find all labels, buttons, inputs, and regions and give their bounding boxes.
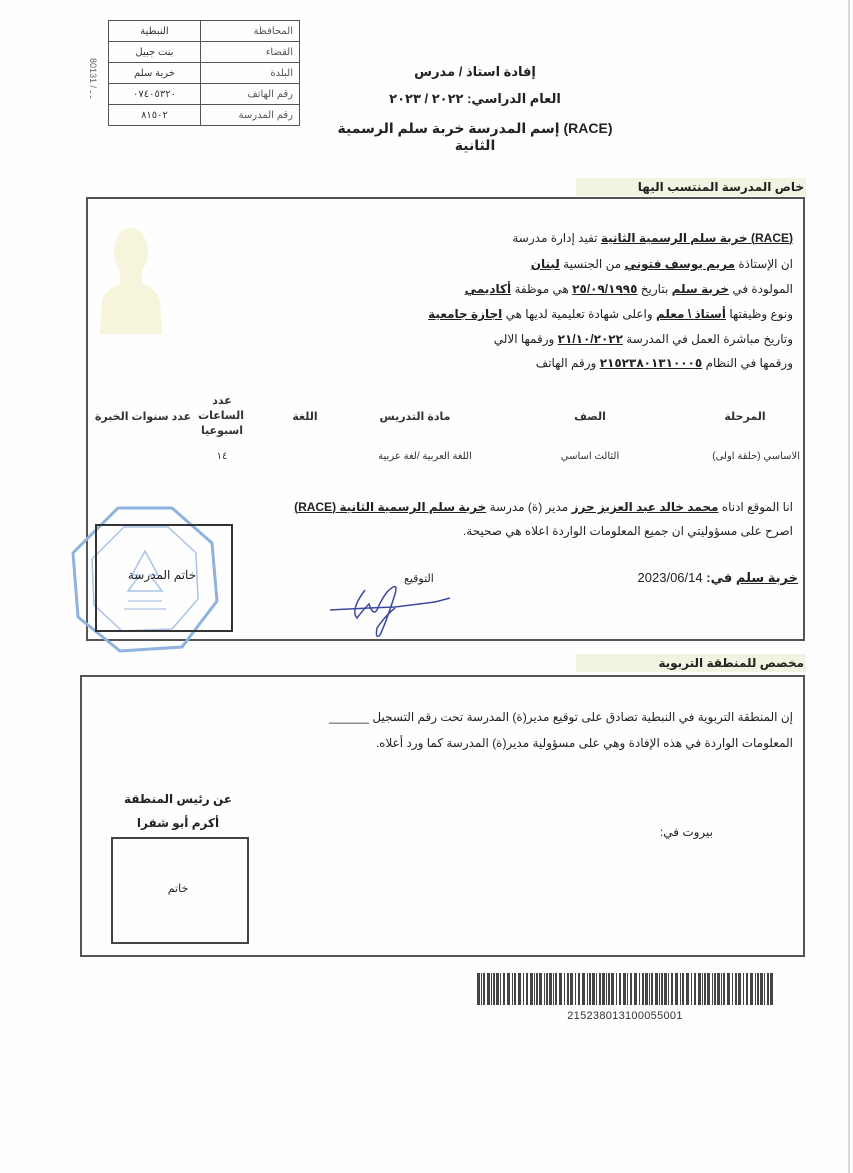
barcode-bar xyxy=(536,973,538,1005)
col-language: اللغة xyxy=(292,411,318,423)
barcode-bar xyxy=(599,973,601,1005)
barcode-bar xyxy=(723,973,725,1005)
barcode-bar xyxy=(559,973,562,1005)
col-stage: المرحلة xyxy=(724,411,766,423)
place: خربة سلم xyxy=(735,570,798,585)
barcode-bar xyxy=(481,973,482,1005)
barcode-bar xyxy=(743,973,744,1005)
text: بتاريخ xyxy=(640,282,669,296)
line-system-number xyxy=(536,356,793,370)
info-label: القضاء xyxy=(201,42,300,63)
barcode-bar xyxy=(606,973,607,1005)
barcode-bar xyxy=(630,973,632,1005)
line-school xyxy=(512,231,793,245)
barcode-bar xyxy=(526,973,528,1005)
info-label: رقم الهاتف xyxy=(201,84,300,105)
photo-placeholder-icon xyxy=(98,222,164,334)
barcode-bar xyxy=(608,973,610,1005)
barcode-bar xyxy=(721,973,722,1005)
barcode-bar xyxy=(659,973,660,1005)
teacher-name: مريم يوسف فتوني xyxy=(624,257,736,271)
barcode-bar xyxy=(539,973,542,1005)
birth-place: خربة سلم xyxy=(671,282,729,296)
barcode-bar xyxy=(582,973,585,1005)
info-row xyxy=(109,42,300,63)
barcode-bar xyxy=(694,973,696,1005)
barcode-bar xyxy=(518,973,521,1005)
barcode-bar xyxy=(735,973,737,1005)
line-birth xyxy=(465,282,793,296)
info-label: البلدة xyxy=(201,63,300,84)
text: المولودة في xyxy=(732,282,793,296)
barcode-bar xyxy=(496,973,499,1005)
info-value: بنت جبيل xyxy=(109,42,201,63)
text: مدير (ة) مدرسة xyxy=(489,500,569,514)
cell-grade: الثالث اساسي xyxy=(560,451,620,462)
job-type: أستاذ \ معلم xyxy=(655,307,726,321)
barcode-bar xyxy=(500,973,501,1005)
system-number: ٢١٥٢٣٨٠١٣١٠٠٠٥ xyxy=(599,356,703,370)
barcode-bar xyxy=(549,973,552,1005)
degree: اجازة جامعية xyxy=(428,307,503,321)
barcode-bar xyxy=(553,973,554,1005)
barcode-bar xyxy=(757,973,759,1005)
barcode-bar xyxy=(578,973,580,1005)
barcode-bar xyxy=(664,973,667,1005)
barcode-bar xyxy=(661,973,663,1005)
barcode-bar xyxy=(727,973,730,1005)
info-value: ٠٧٤٠٥٣٢٠ xyxy=(109,84,201,105)
signature-label: التوقيع xyxy=(404,573,434,585)
barcode-bar xyxy=(738,973,741,1005)
barcode-bar xyxy=(530,973,533,1005)
barcode-bar xyxy=(704,973,706,1005)
birth-date: ٢٥/٠٩/١٩٩٥ xyxy=(572,282,638,296)
info-value: النبطية xyxy=(109,21,201,42)
barcode-bar xyxy=(570,973,573,1005)
text: ورقمها في النظام xyxy=(705,356,793,370)
cell-subject: اللغة العربية /لغة عربية xyxy=(378,451,472,462)
barcode-bar xyxy=(645,973,648,1005)
school-info-table xyxy=(108,20,300,126)
barcode-bar xyxy=(491,973,492,1005)
barcode-bar xyxy=(589,973,591,1005)
page-edge-line xyxy=(848,0,850,1173)
text: ورقمها الالي xyxy=(493,332,555,346)
barcode-bar xyxy=(512,973,513,1005)
section-region-band: مخصص للمنطقة التربوية xyxy=(576,654,806,672)
barcode-bar xyxy=(623,973,626,1005)
barcode-bar xyxy=(619,973,621,1005)
barcode-bar xyxy=(686,973,689,1005)
barcode-bar xyxy=(732,973,733,1005)
place-date xyxy=(638,570,798,586)
nationality: لبنان xyxy=(530,257,560,271)
barcode-bar xyxy=(611,973,614,1005)
barcode-bar xyxy=(702,973,703,1005)
text: واعلى شهادة تعليمية لديها هي xyxy=(505,307,653,321)
document-title: إفادة استاذ / مدرس xyxy=(414,64,536,79)
line-start-date xyxy=(494,332,793,346)
start-date: ٢١/١٠/٢٠٢٢ xyxy=(557,332,623,346)
info-label: رقم المدرسة xyxy=(201,105,300,126)
school-name: خربة سلم الرسمية الثانية (RACE) xyxy=(294,500,487,514)
barcode-bar xyxy=(555,973,557,1005)
text: ان الإستاذة xyxy=(738,257,793,271)
barcode-bar xyxy=(616,973,617,1005)
barcode-bar xyxy=(514,973,516,1005)
region-line-2: المعلومات الواردة في هذه الإفادة وهي على مسؤولية مدير(ة) المدرسة كما ورد أعلاه. xyxy=(375,736,793,750)
barcode-bar xyxy=(746,973,748,1005)
text: تفيد إدارة مدرسة xyxy=(512,231,598,245)
signature-icon xyxy=(325,580,455,640)
barcode-bar xyxy=(691,973,692,1005)
barcode-bar xyxy=(668,973,669,1005)
school-name-heading: (RACE) إسم المدرسة خربة سلم الرسمية الثانية xyxy=(337,120,613,153)
barcode-bar xyxy=(712,973,713,1005)
barcode-bar xyxy=(651,973,653,1005)
school-stamp-label: خاتم المدرسة xyxy=(127,568,197,582)
text: من الجنسية xyxy=(563,257,622,271)
info-value: ٨١٥٠٢ xyxy=(109,105,201,126)
barcode-bar xyxy=(592,973,595,1005)
barcode-bar xyxy=(717,973,720,1005)
declaration-line-1 xyxy=(294,500,793,514)
barcode-bar xyxy=(483,973,485,1005)
school-name: (RACE) خربة سلم الرسمية الثانية xyxy=(600,231,793,245)
barcode-bar xyxy=(767,973,769,1005)
barcode-bar xyxy=(596,973,597,1005)
barcode-bar xyxy=(477,973,480,1005)
declaration-date: 2023/06/14 xyxy=(637,570,703,585)
barcode-bar xyxy=(544,973,545,1005)
text: هي موظفة xyxy=(514,282,569,296)
barcode-bar xyxy=(750,973,753,1005)
barcode-bar xyxy=(770,973,773,1005)
side-reference-code: 80131 / ـ ـ xyxy=(88,58,98,99)
beirut-date-label: بيروت في: xyxy=(659,825,713,839)
text: في: xyxy=(706,570,733,585)
info-label: المحافظة xyxy=(201,21,300,42)
barcode-bar xyxy=(682,973,684,1005)
barcode-bar xyxy=(671,973,673,1005)
barcode-bar xyxy=(698,973,701,1005)
region-head-name: أكرم أبو شقرا xyxy=(136,816,220,830)
barcode-bar xyxy=(567,973,569,1005)
text: انا الموقع ادناه xyxy=(721,500,793,514)
barcode-icon xyxy=(475,973,775,1005)
director-name: محمد خالد عبد العزيز حرز xyxy=(571,500,719,514)
cell-hours: ١٤ xyxy=(216,451,228,462)
barcode-bar xyxy=(707,973,710,1005)
barcode-bar xyxy=(627,973,628,1005)
barcode-bar xyxy=(655,973,658,1005)
section-school-band: خاص المدرسة المنتسب اليها xyxy=(576,178,806,196)
barcode-bar xyxy=(523,973,524,1005)
barcode-bar xyxy=(642,973,644,1005)
info-row xyxy=(109,21,300,42)
barcode-bar xyxy=(675,973,678,1005)
info-row xyxy=(109,63,300,84)
line-teacher xyxy=(531,257,793,271)
barcode-bar xyxy=(564,973,565,1005)
barcode-bar xyxy=(639,973,640,1005)
region-line-1: إن المنطقة التربوية في النبطية تصادق على توقيع مدير(ة) المدرسة تحت رقم التسجيل ______ xyxy=(329,710,793,724)
col-grade: الصف xyxy=(574,411,606,423)
barcode-bar xyxy=(534,973,535,1005)
barcode-bar xyxy=(493,973,495,1005)
line-job xyxy=(428,307,793,321)
declaration-line-2: اصرح على مسؤوليتي ان جميع المعلومات الواردة اعلاه هي صحيحة. xyxy=(462,524,793,538)
barcode-bar xyxy=(587,973,588,1005)
col-subject: مادة التدريس xyxy=(379,411,451,423)
academic-year: العام الدراسي: ٢٠٢٢ / ٢٠٢٣ xyxy=(389,91,561,106)
col-hours: عدد الساعات اسبوعيا xyxy=(198,395,244,437)
barcode-bar xyxy=(634,973,637,1005)
barcode-bar xyxy=(546,973,548,1005)
col-experience: عدد سنوات الخبرة xyxy=(94,411,192,423)
barcode-bar xyxy=(714,973,716,1005)
text: ونوع وظيفتها xyxy=(729,307,793,321)
barcode-bar xyxy=(764,973,765,1005)
employee-type: أكاديمي xyxy=(464,282,512,296)
barcode-bar xyxy=(649,973,650,1005)
barcode-bar xyxy=(507,973,510,1005)
text: وتاريخ مباشرة العمل في المدرسة xyxy=(626,332,793,346)
region-head-title: عن رئيس المنطقة xyxy=(123,792,233,806)
barcode-bar xyxy=(575,973,576,1005)
barcode-bar xyxy=(680,973,681,1005)
cell-stage: الاساسي (حلقة اولى) xyxy=(712,451,800,462)
text: ورقم الهاتف xyxy=(535,356,597,370)
barcode-bar xyxy=(503,973,505,1005)
barcode-bar xyxy=(760,973,763,1005)
region-stamp-label: خاتم xyxy=(167,883,189,895)
barcode-bar xyxy=(755,973,756,1005)
barcode-number: 215238013100055001 xyxy=(567,1010,683,1022)
info-value: خربة سلم xyxy=(109,63,201,84)
info-row xyxy=(109,105,300,126)
barcode-bar xyxy=(602,973,605,1005)
barcode-bar xyxy=(487,973,490,1005)
info-row xyxy=(109,84,300,105)
